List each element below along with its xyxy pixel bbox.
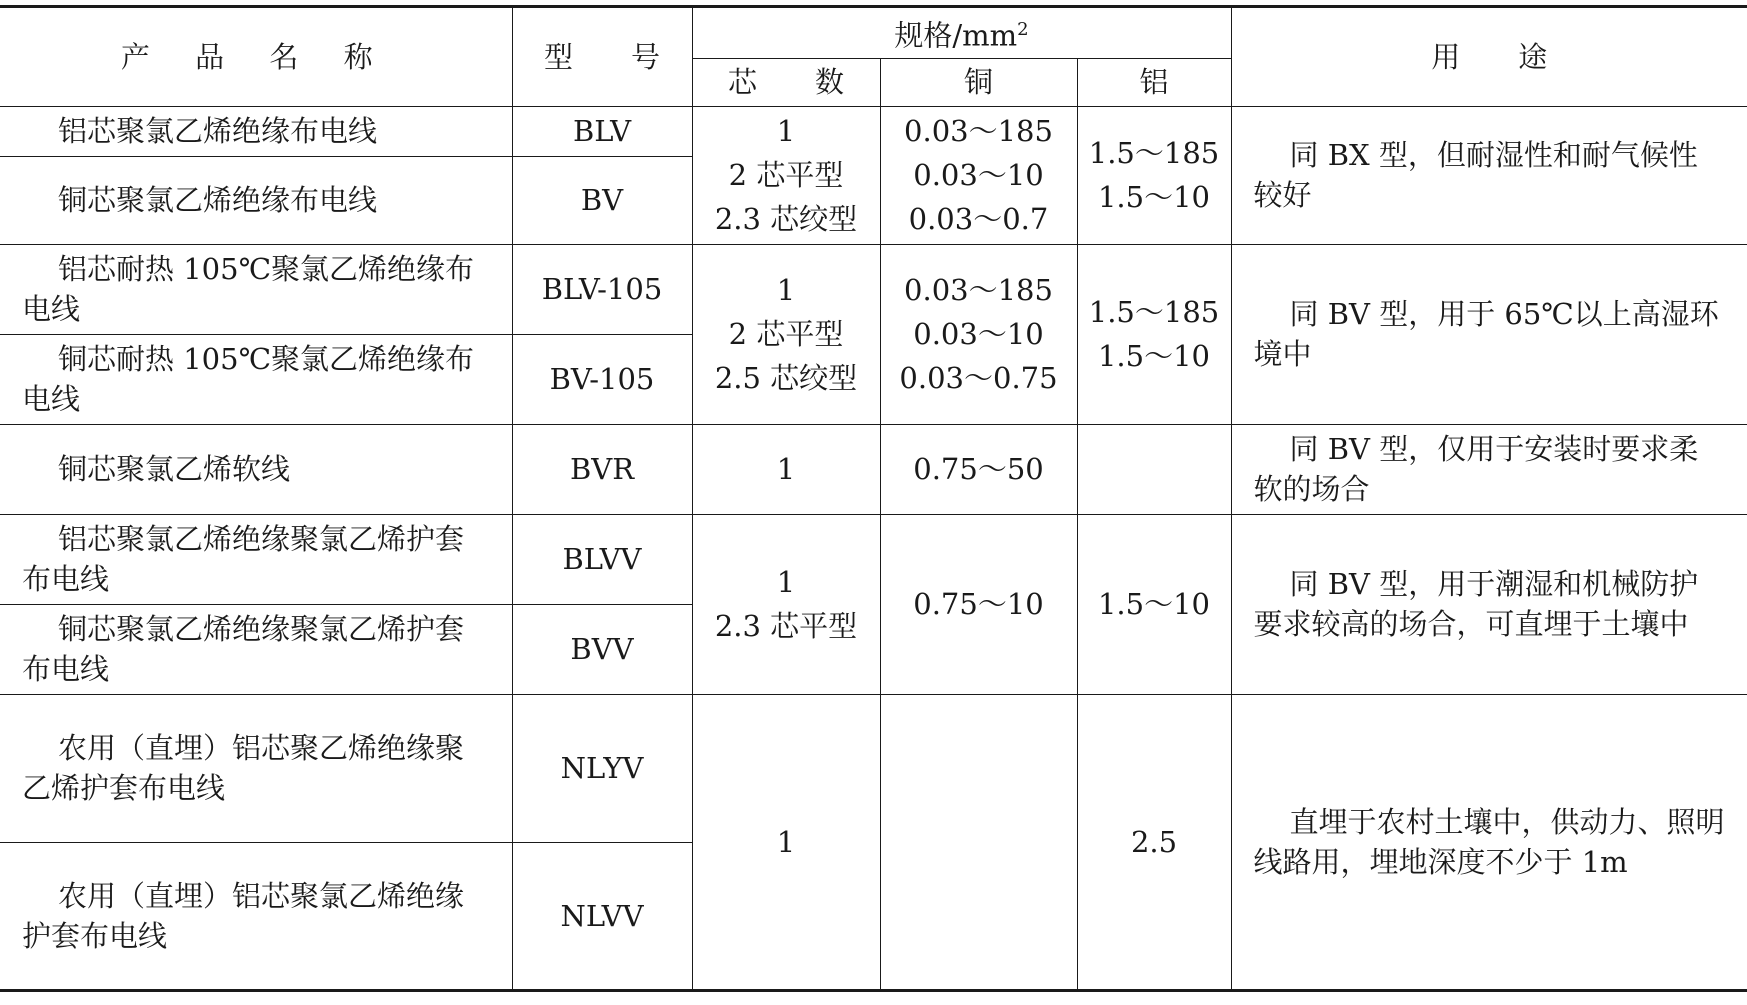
header-spec: 规格$/mm^2$ bbox=[692, 7, 1231, 59]
cable-spec-table bbox=[0, 5, 1747, 992]
header-cores: 芯 数 bbox=[692, 58, 880, 106]
aluminum-cell: 1.5～185 1.5～10 bbox=[1077, 106, 1231, 244]
header-usage: 用 途 bbox=[1231, 7, 1747, 107]
copper-cell: 0.03～185 0.03～10 0.03～0.75 bbox=[880, 244, 1077, 424]
model-cell: BLV bbox=[512, 106, 692, 156]
cores-cell: 1 2 芯平型 2.5 芯绞型 bbox=[692, 244, 880, 424]
model-cell: NLYV bbox=[512, 694, 692, 842]
product-name-cell: 铝芯聚氯乙烯绝缘布电线 bbox=[0, 106, 512, 156]
cores-cell: 1 bbox=[692, 694, 880, 990]
copper-cell: 0.75～10 bbox=[880, 514, 1077, 694]
aluminum-cell: 1.5～10 bbox=[1077, 514, 1231, 694]
product-name-cell: 铜芯聚氯乙烯绝缘布电线 bbox=[0, 156, 512, 244]
cores-cell: 1 2.3 芯平型 bbox=[692, 514, 880, 694]
table-row bbox=[0, 106, 1747, 156]
aluminum-cell: 2.5 bbox=[1077, 694, 1231, 990]
product-name-cell: 铜芯聚氯乙烯软线 bbox=[0, 424, 512, 514]
model-cell: BV-105 bbox=[512, 334, 692, 424]
cores-cell: 1 2 芯平型 2.3 芯绞型 bbox=[692, 106, 880, 244]
usage-cell: 直埋于农村土壤中，供动力、照明线路用，埋地深度不少于 1m bbox=[1231, 694, 1747, 990]
usage-cell: 同 BX 型，但耐湿性和耐气候性较好 bbox=[1231, 106, 1747, 244]
usage-cell: 同 BV 型，用于潮湿和机械防护要求较高的场合，可直埋于土壤中 bbox=[1231, 514, 1747, 694]
product-name-cell: 农用（直埋）铝芯聚乙烯绝缘聚乙烯护套布电线 bbox=[0, 694, 512, 842]
product-name-cell: 铜芯聚氯乙烯绝缘聚氯乙烯护套布电线 bbox=[0, 604, 512, 694]
aluminum-cell: 1.5～185 1.5～10 bbox=[1077, 244, 1231, 424]
header-model: 型 号 bbox=[512, 7, 692, 107]
product-name-cell: 农用（直埋）铝芯聚氯乙烯绝缘护套布电线 bbox=[0, 842, 512, 990]
aluminum-cell bbox=[1077, 424, 1231, 514]
header-copper: 铜 bbox=[880, 58, 1077, 106]
usage-cell: 同 BV 型，仅用于安装时要求柔软的场合 bbox=[1231, 424, 1747, 514]
product-name-cell: 铝芯耐热 105℃聚氯乙烯绝缘布电线 bbox=[0, 244, 512, 334]
model-cell: NLVV bbox=[512, 842, 692, 990]
table-row bbox=[0, 694, 1747, 842]
header-aluminum: 铝 bbox=[1077, 58, 1231, 106]
table-row bbox=[0, 514, 1747, 604]
header-product-name: 产 品 名 称 bbox=[0, 7, 512, 107]
product-name-cell: 铜芯耐热 105℃聚氯乙烯绝缘布电线 bbox=[0, 334, 512, 424]
product-name-cell: 铝芯聚氯乙烯绝缘聚氯乙烯护套布电线 bbox=[0, 514, 512, 604]
model-cell: BVV bbox=[512, 604, 692, 694]
model-cell: BVR bbox=[512, 424, 692, 514]
table-row bbox=[0, 244, 1747, 334]
usage-cell: 同 BV 型，用于 65℃以上高湿环境中 bbox=[1231, 244, 1747, 424]
model-cell: BLV-105 bbox=[512, 244, 692, 334]
header-row-1 bbox=[0, 7, 1747, 59]
model-cell: BV bbox=[512, 156, 692, 244]
copper-cell: 0.75～50 bbox=[880, 424, 1077, 514]
cores-cell: 1 bbox=[692, 424, 880, 514]
copper-cell: 0.03～185 0.03～10 0.03～0.7 bbox=[880, 106, 1077, 244]
model-cell: BLVV bbox=[512, 514, 692, 604]
table-row bbox=[0, 424, 1747, 514]
copper-cell bbox=[880, 694, 1077, 990]
